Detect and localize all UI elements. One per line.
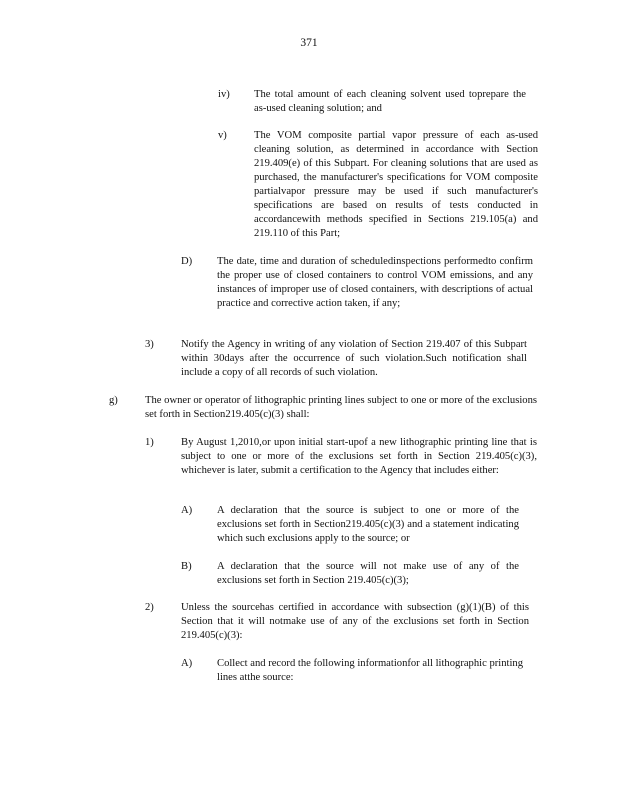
item-marker: A) xyxy=(181,505,193,516)
item-marker: D) xyxy=(181,256,193,267)
item-text: Unless the sourcehas certified in accordance with subsection (g)(1)(B) of this Section that it will notmake use of any of the exclusions set forth in Section 219.405(c)(3): xyxy=(181,602,529,641)
item-text: By August 1,2010,or upon initial start-upof a new lithographic printing line that is subject to one or more of the exclusions set forth in Section 219.405(c)(3), whichever is later, submit a certification to the Agency that includes either: xyxy=(181,437,537,476)
item-text: Collect and record the following informationfor all lithographic printing lines atthe source: xyxy=(217,658,523,683)
item-text: The owner or operator of lithographic printing lines subject to one or more of the exclusions set forth in Section219.405(c)(3) shall: xyxy=(145,395,537,420)
item-marker: 2) xyxy=(145,602,154,613)
item-text: A declaration that the source will not make use of any of the exclusions set forth in Section 219.405(c)(3); xyxy=(217,561,519,586)
item-text: The total amount of each cleaning solvent used toprepare the as-used cleaning solution; and xyxy=(254,89,526,114)
item-marker: 1) xyxy=(145,437,154,448)
item-marker: g) xyxy=(109,395,118,406)
item-marker: 3) xyxy=(145,339,154,350)
item-marker: A) xyxy=(181,658,193,669)
item-text: The VOM composite partial vapor pressure of each as-used cleaning solution, as determined in accordance with Section 219.409(e) of this Subpart. For cleaning solutions that are used as purchased, the manufacturer's specifications for VOM composite partialvapor pressure may be used if such manufacturer's specifications are based on results of tests conducted in accordancewith methods specified in Sections 219.105(a) and 219.110 of this Part; xyxy=(254,130,538,239)
item-text: The date, time and duration of scheduledinspections performedto confirm the proper use of closed containers to control VOM emissions, and any instances of improper use of closed containers, with descriptions of actual practice and corrective action taken, if any; xyxy=(217,256,533,309)
item-text: Notify the Agency in writing of any violation of Section 219.407 of this Subpart within 30days after the occurrence of such violation.Such notification shall include a copy of all records of such violation. xyxy=(181,339,527,378)
item-marker: v) xyxy=(218,130,227,141)
page-number: 371 xyxy=(300,37,318,49)
item-text: A declaration that the source is subject to one or more of the exclusions set forth in Section219.405(c)(3) and a statement indicating which such exclusions apply to the source; or xyxy=(217,505,519,544)
item-marker: B) xyxy=(181,561,192,572)
item-marker: iv) xyxy=(218,89,230,100)
